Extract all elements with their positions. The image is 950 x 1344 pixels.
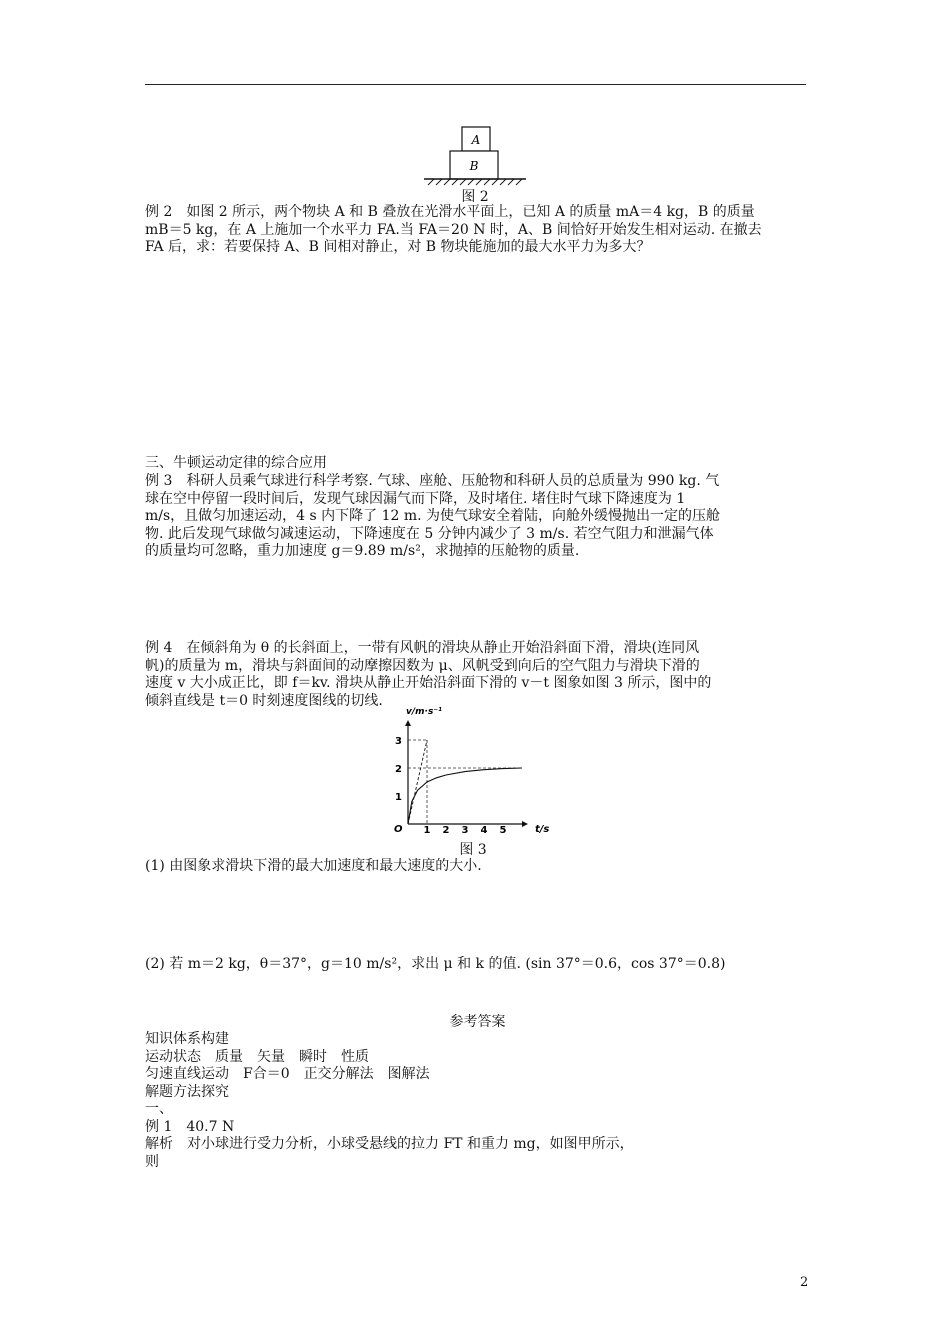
figure-3-caption: 图 3 <box>459 842 487 858</box>
header-rule <box>145 84 806 85</box>
example-3-line-4: 物. 此后发现气球做匀减速运动，下降速度在 5 分钟内减少了 3 m/s. 若空气阻力和泄漏气体 <box>145 525 714 542</box>
answers-line-6: 例 1 40.7 N <box>145 1118 235 1135</box>
x-axis-arrow <box>522 821 528 827</box>
tangent-line <box>408 740 427 824</box>
answers-line-8: 则 <box>145 1153 159 1170</box>
block-a-label: A <box>471 133 481 147</box>
velocity-curve <box>408 768 522 824</box>
origin-label: O <box>394 824 403 835</box>
dashed-guides <box>408 740 522 824</box>
x-tick-5: 5 <box>499 825 507 836</box>
block-b-label: B <box>469 159 479 173</box>
example-3-line-5: 的质量均可忽略，重力加速度 g＝9.89 m/s²，求抛掉的压舱物的质量. <box>145 543 580 559</box>
question-1: (1) 由图象求滑块下滑的最大加速度和最大速度的大小. <box>145 858 482 874</box>
example-4-line-2: 帆)的质量为 m，滑块与斜面间的动摩擦因数为 μ、风帆受到向后的空气阻力与滑块下滑的 <box>145 657 700 674</box>
question-2: (2) 若 m＝2 kg，θ＝37°，g＝10 m/s²，求出 μ 和 k 的值. (sin 37°＝0.6，cos 37°＝0.8) <box>145 956 726 972</box>
x-tick-1: 1 <box>423 825 431 836</box>
section-3-title: 三、牛顿运动定律的综合应用 <box>145 455 327 471</box>
example-4-line-1: 例 4 在倾斜角为 θ 的长斜面上，一带有风帆的滑块从静止开始沿斜面下滑，滑块(连同风 <box>145 640 700 656</box>
example-2-line-3: FA 后，求：若要保持 A、B 间相对静止，对 B 物块能施加的最大水平力为多大？ <box>145 239 651 255</box>
answers-line-5: 一、 <box>145 1101 173 1117</box>
answers-line-1: 知识体系构建 <box>145 1031 229 1047</box>
y-axis-arrow <box>405 720 411 726</box>
example-4 <box>145 640 810 710</box>
x-tick-3: 3 <box>461 825 469 836</box>
figure-3-vt-graph <box>380 702 565 840</box>
example-4-line-4: 倾斜直线是 t＝0 时刻速度图线的切线. <box>145 692 383 709</box>
example-3-line-2: 球在空中停留一段时间后，发现气球因漏气而下降，及时堵住. 堵住时气球下降速度为 1 <box>145 490 686 507</box>
example-4-line-3: 速度 v 大小成正比，即 f＝kv. 滑块从静止开始沿斜面下滑的 v－t 图象如图 3 所示，图中的 <box>145 675 712 691</box>
x-tick-4: 4 <box>480 825 488 836</box>
answers-body <box>145 1031 810 1171</box>
y-tick-3: 3 <box>395 736 402 747</box>
figure-2-blocks <box>420 125 530 187</box>
example-2-line-2: mB＝5 kg，在 A 上施加一个水平力 FA.当 FA＝20 N 时，A、B 间恰好开始发生相对运动. 在撤去 <box>145 221 762 238</box>
y-tick-1: 1 <box>395 792 402 803</box>
figure-2-caption: 图 2 <box>461 189 489 205</box>
y-tick-2: 2 <box>395 764 402 775</box>
y-axis-label: v/m·s⁻¹ <box>406 707 442 717</box>
x-axis-label: t/s <box>535 824 550 835</box>
ground-hatch <box>428 179 522 185</box>
example-3-line-1: 例 3 科研人员乘气球进行科学考察. 气球、座舱、压舱物和科研人员的总质量为 990 kg. 气 <box>145 473 720 489</box>
example-2 <box>145 204 810 257</box>
curves <box>408 740 522 824</box>
answers-line-2: 运动状态 质量 矢量 瞬时 性质 <box>145 1048 369 1065</box>
example-3-line-3: m/s，且做匀加速运动，4 s 内下降了 12 m. 为使气球安全着陆，向舱外缓慢抛出一定的压舱 <box>145 508 721 524</box>
answers-line-3: 匀速直线运动 F合＝0 正交分解法 图解法 <box>145 1066 430 1082</box>
page-number: 2 <box>800 1275 809 1290</box>
answers-line-7: 解析 对小球进行受力分析，小球受悬线的拉力 FT 和重力 mg，如图甲所示， <box>145 1136 634 1152</box>
axes <box>405 720 528 827</box>
answers-line-4: 解题方法探究 <box>145 1083 229 1100</box>
x-tick-2: 2 <box>442 825 450 836</box>
tick-labels <box>395 736 506 836</box>
answers-title: 参考答案 <box>449 1014 506 1030</box>
example-3 <box>145 473 810 561</box>
example-2-line-1: 例 2 如图 2 所示，两个物块 A 和 B 叠放在光滑水平面上，已知 A 的质量 mA＝4 kg，B 的质量 <box>145 204 755 220</box>
